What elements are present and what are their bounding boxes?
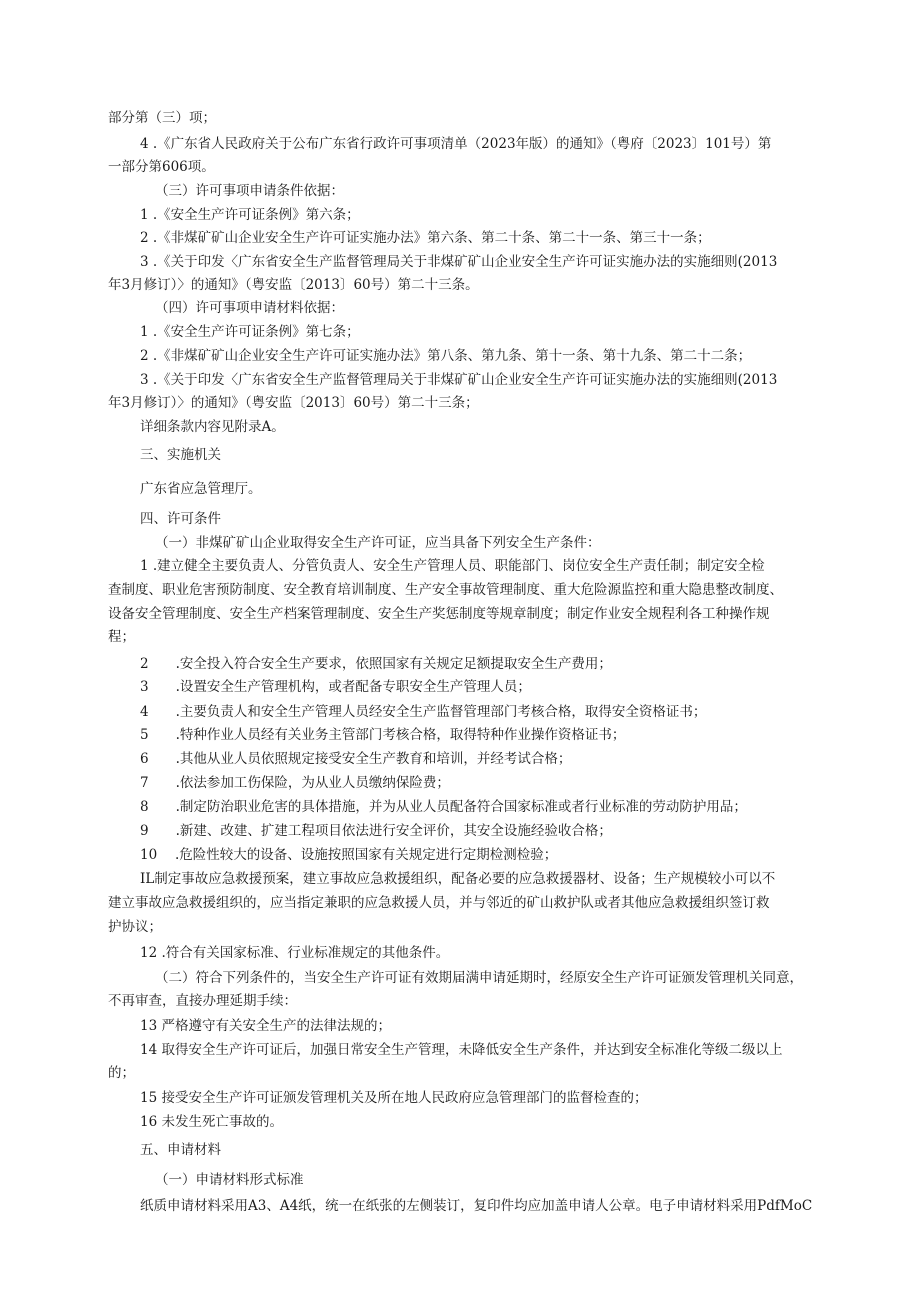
text-line: 详细条款内容见附录A。 — [140, 419, 285, 435]
text-line: （二）符合下列条件的，当安全生产许可证有效期届满申请延期时，经原安全生产许可证颁发管理机关同意， — [155, 970, 803, 986]
text-line: 14 取得安全生产许可证后，加强日常安全生产管理，未降低安全生产条件，并达到安全标准化等级二级以上 — [140, 1042, 783, 1058]
text-line: 1 .《安全生产许可证条例》第七条； — [140, 324, 360, 340]
text-line: 3 .《关于印发〈广东省安全生产监督管理局关于非煤矿矿山企业安全生产许可证实施办法的实施细则(2013 — [140, 254, 778, 270]
text-line: 广东省应急管理厅。 — [140, 481, 262, 497]
text-line: 4 .主要负责人和安全生产管理人员经安全生产监督管理部门考核合格，取得安全资格证书； — [140, 704, 707, 720]
text-line: 设备安全管理制度、安全生产档案管理制度、安全生产奖惩制度等规章制度；制定作业安全规程利各工种操作规 — [108, 606, 770, 622]
text-line: 10 .危险性较大的设备、设施按照国家有关规定进行定期检测检验； — [140, 847, 558, 863]
text-line: （四）许可事项申请材料依据： — [155, 300, 344, 316]
text-line: 查制度、职业危害预防制度、安全教育培训制度、生产安全事故管理制度、重大危险源监控和重大隐患整改制度、 — [108, 582, 783, 598]
text-line: 纸质申请材料采用A3、A4纸，统一在纸张的左侧装订，复印件均应加盖申请人公章。电子申请材料采用PdfMoC — [140, 1198, 813, 1214]
text-line: 2 .《非煤矿矿山企业安全生产许可证实施办法》第六条、第二十条、第二十一条、第三十一条； — [140, 230, 711, 246]
text-line: 3 .《关于印发〈广东省安全生产监督管理局关于非煤矿矿山企业安全生产许可证实施办法的实施细则(2013 — [140, 372, 778, 388]
text-line: 年3月修订）〉的通知》（粤安监〔2013〕60号）第二十三条； — [108, 395, 479, 411]
text-line: （一）非煤矿矿山企业取得安全生产许可证，应当具备下列安全生产条件： — [155, 535, 601, 551]
text-line: 1 .《安全生产许可证条例》第六条； — [140, 207, 360, 223]
text-line: 程； — [108, 629, 135, 645]
text-line: 的； — [108, 1065, 135, 1081]
text-line: 2 .《非煤矿矿山企业安全生产许可证实施办法》第八条、第九条、第十一条、第十九条、第二十二条； — [140, 348, 752, 364]
text-line: 12 .符合有关国家标准、行业标准规定的其他条件。 — [140, 945, 450, 961]
text-line: 4 .《广东省人民政府关于公布广东省行政许可事项清单（2023年版）的通知》（粤府〔2023〕101号）第 — [140, 136, 772, 152]
text-line: （三）许可事项申请条件依据： — [155, 183, 344, 199]
section-heading: 三、实施机关 — [140, 447, 221, 463]
text-line: 9 .新建、改建、扩建工程项目依法进行安全评价，其安全设施经验收合格； — [140, 823, 612, 839]
text-line: 3 .设置安全生产管理机构，或者配备专职安全生产管理人员； — [140, 679, 531, 695]
text-line: （一）申请材料形式标准 — [155, 1172, 304, 1188]
text-line: 5 .特种作业人员经有关业务主管部门考核合格，取得特种作业操作资格证书； — [140, 727, 626, 743]
text-line: 建立事故应急救援组织的，应当指定兼职的应急救援人员，并与邻近的矿山救护队或者其他应急救援组织签订救 — [108, 895, 770, 911]
text-line: 部分第（三）项； — [108, 110, 216, 126]
text-line: 15 接受安全生产许可证颁发管理机关及所在地人民政府应急管理部门的监督检查的； — [140, 1090, 648, 1106]
text-line: 2 .安全投入符合安全生产要求，依照国家有关规定足额提取安全生产费用； — [140, 656, 612, 672]
text-line: 护协议； — [108, 919, 162, 935]
text-line: 6 .其他从业人员依照规定接受安全生产教育和培训，并经考试合格； — [140, 751, 572, 767]
text-line: 8 .制定防治职业危害的具体措施，并为从业人员配备符合国家标准或者行业标准的劳动防护用品； — [140, 799, 747, 815]
text-line: 7 .依法参加工伤保险，为从业人员缴纳保险费； — [140, 775, 450, 791]
text-line: 16 未发生死亡事故的。 — [140, 1114, 283, 1130]
section-heading: 四、许可条件 — [140, 511, 221, 527]
text-line: 不再审查，直接办理延期手续： — [108, 993, 297, 1009]
text-line: 13 严格遵守有关安全生产的法律法规的； — [140, 1018, 391, 1034]
text-line: 1 .建立健全主要负责人、分管负责人、安全生产管理人员、职能部门、岗位安全生产责任制；制定安全检 — [140, 558, 765, 574]
text-line: 年3月修订）〉的通知》（粤安监〔2013〕60号）第二十三条。 — [108, 277, 479, 293]
section-heading: 五、申请材料 — [140, 1142, 221, 1158]
text-line: 一部分第606项。 — [108, 159, 215, 175]
text-line: IL制定事故应急救援预案，建立事故应急救援组织，配备必要的应急救援器材、设备；生产规模较小可以不 — [140, 871, 776, 887]
